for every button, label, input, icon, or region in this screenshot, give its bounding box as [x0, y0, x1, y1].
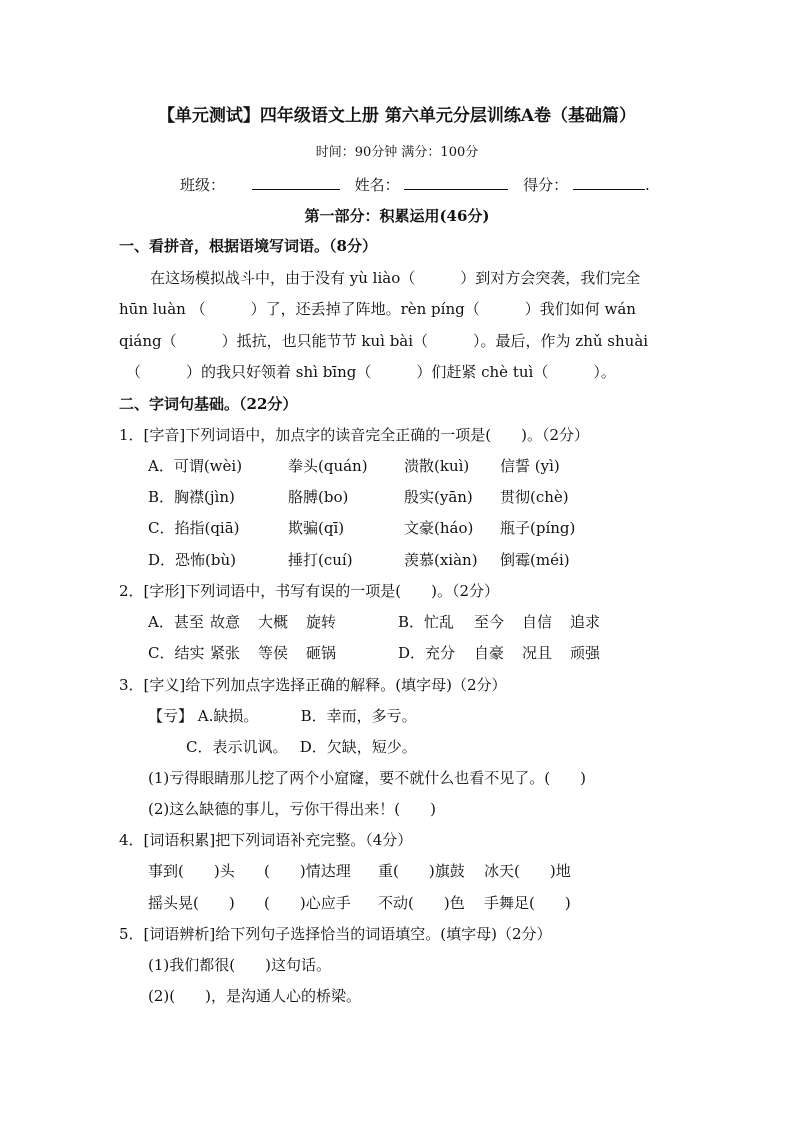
option-item: 羡慕(xiàn) — [404, 551, 478, 569]
option-item: C．掐指(qiā) — [148, 519, 240, 537]
section1-heading: 一、看拼音，根据语境写词语。（8分） — [119, 237, 377, 255]
q4-row — [148, 861, 571, 881]
option-item: 砸锅 — [306, 644, 337, 662]
option-item: 顽强 — [570, 644, 601, 662]
idiom-item: 冰天( )地 — [484, 862, 571, 880]
option-item: 溃散(kuì) — [404, 457, 470, 475]
option-item: D．恐怖(bù) — [148, 551, 236, 569]
option-item: 旋转 — [306, 613, 337, 631]
section2-heading: 二、字词句基础。（22分） — [119, 395, 298, 413]
section1-line: hūn luàn （ ）了，还丢掉了阵地。rèn píng（ ）我们如何 wán — [119, 300, 636, 318]
idiom-item: 重( )旗鼓 — [378, 862, 465, 880]
option-item: A．甚至 — [148, 613, 204, 631]
q4-stem: 4．[词语积累]把下列词语补充完整。（4分） — [119, 831, 413, 849]
end-dot: . — [644, 176, 650, 194]
page-title: 【单元测试】四年级语文上册 第六单元分层训练A卷（基础篇） — [157, 106, 637, 126]
info-row — [180, 174, 650, 195]
q1-option-row — [148, 550, 570, 570]
q5-sub-question: (1)我们都很( )这句话。 — [148, 956, 331, 974]
class-label: 班级： — [180, 176, 226, 194]
option-item: 贯彻(chè) — [500, 488, 569, 506]
q3-definition-line: 【亏】 A.缺损。 B．幸而，多亏。 — [148, 707, 417, 725]
q1-option-row — [148, 456, 560, 476]
idiom-item: 摇头晃( ) — [148, 894, 235, 912]
section1-line: qiáng（ ）抵抗，也只能节节 kuì bài（ ）。最后，作为 zhǔ shuài — [119, 332, 649, 350]
part1-title: 第一部分：积累运用(46分) — [304, 207, 490, 225]
option-item: 自信 — [522, 613, 553, 631]
q1-option-row — [148, 518, 575, 538]
option-item: 拳头(quán) — [288, 457, 368, 475]
name-blank — [404, 174, 508, 190]
option-item: 倒霉(méi) — [500, 551, 570, 569]
exam-meta: 时间：90分钟 满分：100分 — [315, 145, 479, 160]
section1-line: （ ）的我只好领着 shì bīng（ ）们赶紧 chè tuì（ ）。 — [126, 363, 616, 381]
q3-stem: 3．[字义]给下列加点字选择正确的解释。(填字母)（2分） — [119, 676, 507, 694]
option-item: 瓶子(píng) — [500, 519, 576, 537]
option-item: D．充分 — [398, 644, 456, 662]
option-item: 捶打(cuí) — [288, 551, 353, 569]
q5-stem: 5．[词语辨析]给下列句子选择恰当的词语填空。(填字母)（2分） — [119, 925, 552, 943]
option-item: 信誓 (yì) — [500, 457, 560, 475]
q4-row — [148, 893, 571, 913]
score-blank — [573, 174, 645, 190]
idiom-item: 不动( )色 — [378, 894, 465, 912]
option-item: 殷实(yān) — [404, 488, 473, 506]
option-item: B．胸襟(jìn) — [148, 488, 235, 506]
option-item: 况且 — [522, 644, 553, 662]
q2-option-row — [148, 612, 600, 632]
option-item: 自豪 — [474, 644, 505, 662]
q2-option-row — [148, 643, 600, 663]
idiom-item: 事到( )头 — [148, 862, 235, 880]
q2-stem: 2．[字形]下列词语中，书写有误的一项是( )。（2分） — [119, 582, 499, 600]
section1-line: 在这场模拟战斗中，由于没有 yù liào（ ）到对方会突袭，我们完全 — [150, 269, 641, 287]
option-item: 文豪(háo) — [404, 519, 474, 537]
option-item: 至今 — [474, 613, 505, 631]
option-item: 追求 — [570, 613, 601, 631]
idiom-item: 手舞足( ) — [484, 894, 571, 912]
option-item: 故意 — [210, 613, 241, 631]
q5-sub-question: (2)( )，是沟通人心的桥梁。 — [148, 987, 361, 1005]
option-item: 等侯 — [258, 644, 289, 662]
option-item: 胳膊(bo) — [288, 488, 349, 506]
option-item: C．结实 — [148, 644, 205, 662]
option-item: 紧张 — [210, 644, 241, 662]
q3-definition-line: C．表示讥讽。 D．欠缺，短少。 — [186, 738, 417, 756]
option-item: B．忙乱 — [398, 613, 455, 631]
name-label: 姓名： — [354, 176, 400, 194]
class-blank — [252, 174, 340, 190]
idiom-item: ( )情达理 — [264, 862, 351, 880]
q1-stem: 1．[字音]下列词语中，加点字的读音完全正确的一项是( )。（2分） — [119, 426, 589, 444]
q3-sub-question: (2)这么缺德的事儿，亏你干得出来！( ) — [148, 800, 436, 818]
option-item: A．可谓(wèi) — [148, 457, 243, 475]
option-item: 大概 — [258, 613, 289, 631]
q1-option-row — [148, 487, 569, 507]
q3-sub-question: (1)亏得眼睛那儿挖了两个小窟窿，要不就什么也看不见了。( ) — [148, 769, 586, 787]
score-label: 得分： — [523, 176, 569, 194]
option-item: 欺骗(qī) — [288, 519, 345, 537]
idiom-item: ( )心应手 — [264, 894, 351, 912]
